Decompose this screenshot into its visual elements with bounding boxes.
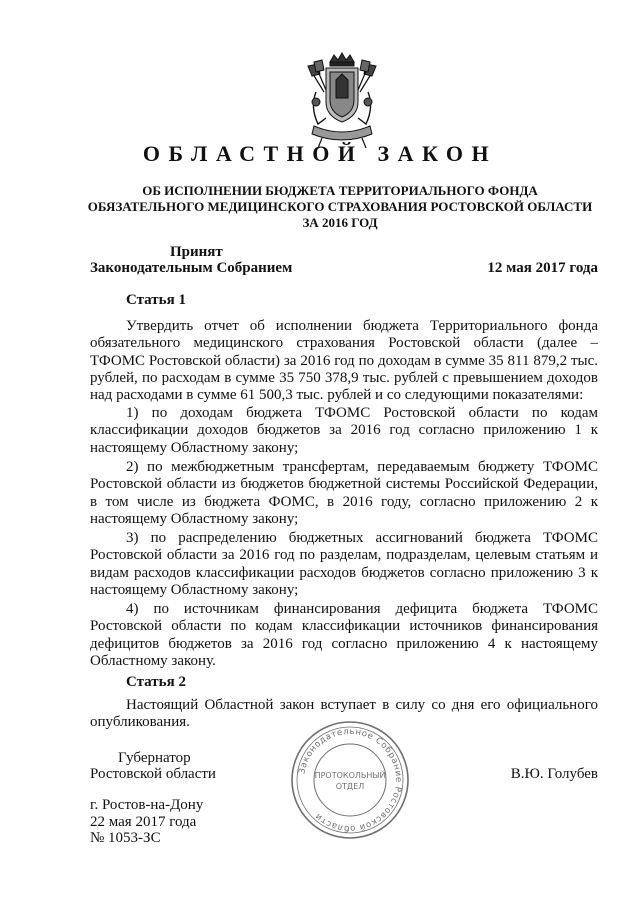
article-1-heading: Статья 1 [126, 292, 186, 308]
stamp-outer-text: Законодательное Собрание Ростовской области [297, 726, 404, 834]
article-1-intro: Утвердить отчет об исполнении бюджета Территориального фонда обязательного медицинского страхования Ростовской области (далее – ТФОМС Ростовской области) за 2016 год по доходам в сумме 35 811 879,2 тыс. рублей, по расходам в сумме 35 750 378,9 тыс. рублей с превышением доходов над расходами в сумме 61 500,3 тыс. рублей и со следующими показателями: [90, 318, 598, 404]
signatory-title-line1: Губернатор [118, 750, 191, 766]
law-title: ОБЛАСТНОЙ ЗАКОН [142, 141, 498, 166]
stamp-inner-text-1: ПРОТОКОЛЬНЫЙ [314, 771, 386, 780]
stamp-inner-text-2: ОТДЕЛ [335, 782, 365, 791]
article-1-item-3: 3) по распределению бюджетных ассигнований бюджета ТФОМС Ростовской области за 2016 год по разделам, подразделам, целевым статьям и видам расходов классификации расходов бюджетов согласно приложению 3 к настоящему Областному закону; [90, 530, 598, 598]
article-2-text: Настоящий Областной закон вступает в силу со дня его официального опубликования. [90, 697, 598, 731]
signatory-title-line2: Ростовской области [90, 766, 216, 782]
svg-text:Законодательное Собрание Росто [297, 727, 403, 833]
adoption-body: Законодательным Собранием [90, 260, 293, 276]
coat-of-arms-emblem [296, 52, 388, 152]
subtitle-line: ОБ ИСПОЛНЕНИИ БЮДЖЕТА ТЕРРИТОРИАЛЬНОГО ФОНДА [142, 183, 538, 198]
law-number: № 1053-ЗС [90, 830, 161, 846]
subtitle-line: ЗА 2016 ГОД [302, 215, 378, 230]
subtitle-line: ОБЯЗАТЕЛЬНОГО МЕДИЦИНСКОГО СТРАХОВАНИЯ РОСТОВСКОЙ ОБЛАСТИ [87, 199, 593, 214]
place-and-number [90, 797, 203, 847]
place-city: г. Ростов-на-Дону [90, 797, 204, 813]
article-1-item-4: 4) по источникам финансирования дефицита бюджета ТФОМС Ростовской области по кодам классификации источников финансирования дефицитов бюджетов за 2016 год согласно приложению 4 к настоящему Областному закону. [90, 601, 598, 669]
place-date: 22 мая 2017 года [90, 813, 197, 830]
article-2-heading: Статья 2 [126, 674, 186, 690]
official-stamp-seal [288, 718, 412, 842]
law-subtitle [60, 183, 620, 231]
article-1-item-1: 1) по доходам бюджета ТФОМС Ростовской области по кодам классификации доходов бюджетов за 2016 год согласно приложению 1 к настоящему Областному закону; [90, 405, 598, 456]
article-1-item-2: 2) по межбюджетным трансфертам, передаваемым бюджету ТФОМС Ростовской области из бюджетов бюджетной системы Российской Федерации, в том числе из бюджета ФОМС, в 2016 году, согласно приложению 2 к настоящему Областному закону; [90, 459, 598, 527]
adoption-date: 12 мая 2017 года [487, 260, 598, 276]
adoption-label: Принят [170, 244, 223, 260]
signatory-name: В.Ю. Голубев [510, 766, 598, 782]
